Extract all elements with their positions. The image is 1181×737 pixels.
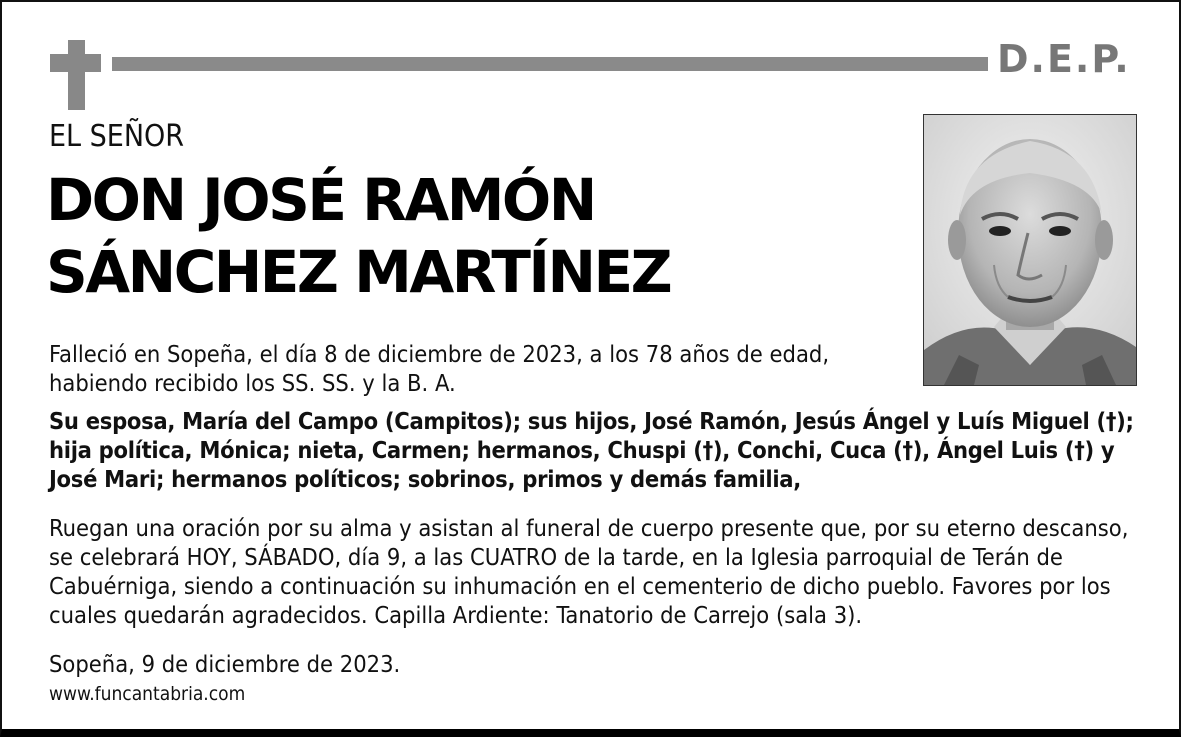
name-line-2: SÁNCHEZ MARTÍNEZ	[46, 238, 671, 306]
deceased-name	[46, 164, 806, 308]
funeral-request-text: Ruegan una oración por su alma y asistan al funeral de cuerpo presente que, por su eterno descanso, se celebrará HOY, SÁBADO, día 9, a las CUATRO de la tarde, en la Iglesia parroquial de Terán de Cabuérniga, siendo a continuación su inhumación en el cementerio de dicho pueblo. Favores por los cuales quedarán agradecidos. Capilla Ardiente: Tanatorio de Carrejo (sala 3).	[49, 514, 1129, 629]
place-date-text: Sopeña, 9 de diciembre de 2023.	[49, 650, 401, 678]
cross-icon	[68, 40, 85, 110]
family-list-text: Su esposa, María del Campo (Campitos); sus hijos, José Ramón, Jesús Ángel y Luís Miguel (†); hija política, Mónica; nieta, Carmen; hermanos, Chuspi (†), Conchi, Cuca (†), Ángel Luis (†) y José Mari; hermanos políticos; sobrinos, primos y demás familia,	[49, 407, 1134, 493]
honorific: EL SEÑOR	[49, 119, 185, 154]
website-text: www.funcantabria.com	[49, 683, 246, 705]
dep-label: D.E.P.	[997, 37, 1131, 81]
death-notice-text: Falleció en Sopeña, el día 8 de diciembre de 2023, a los 78 años de edad, habiendo recibido los SS. SS. y la B. A.	[49, 340, 830, 397]
portrait-photo	[923, 114, 1137, 386]
cross-icon-bar	[50, 54, 101, 72]
name-line-1: DON JOSÉ RAMÓN	[46, 166, 595, 234]
header-rule	[112, 57, 988, 71]
